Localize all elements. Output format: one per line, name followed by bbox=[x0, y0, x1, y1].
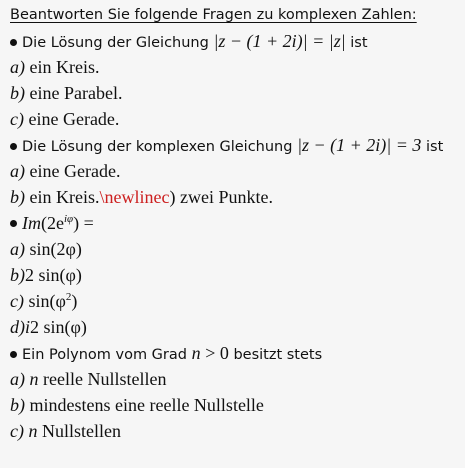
answer-label: d) bbox=[10, 317, 25, 337]
answer-text: eine Parabel. bbox=[29, 83, 123, 103]
question-1-suffix: ist bbox=[350, 35, 368, 51]
answer-exponent: 2 bbox=[65, 291, 72, 303]
question-4-answer-a bbox=[10, 366, 460, 392]
answer-text: Nullstellen bbox=[41, 421, 121, 441]
answer-label: b) bbox=[10, 395, 25, 415]
answer-text-tail: ) zwei Punkte. bbox=[169, 187, 273, 207]
question-4-relation: > 0 bbox=[205, 343, 229, 363]
question-1-answer-a bbox=[10, 54, 460, 80]
answer-text: ein Kreis. bbox=[29, 187, 100, 207]
answer-text: mindestens eine reelle Nullstelle bbox=[29, 395, 264, 415]
question-2-answer-b bbox=[10, 184, 460, 210]
question-3-answer-d bbox=[10, 314, 460, 340]
question-1-prompt bbox=[10, 28, 460, 54]
answer-label: b) bbox=[10, 265, 25, 285]
question-3-base: (2e bbox=[41, 213, 64, 233]
question-4-suffix: besitzt stets bbox=[233, 347, 323, 363]
question-1-answer-b bbox=[10, 80, 460, 106]
bullet-icon bbox=[10, 351, 17, 358]
question-3-im: Im bbox=[22, 213, 41, 233]
question-3-exponent: iφ bbox=[63, 213, 74, 225]
question-4-text: Ein Polynom vom Grad bbox=[22, 347, 187, 363]
answer-label: c) bbox=[10, 109, 24, 129]
answer-text: reelle Nullstellen bbox=[43, 369, 167, 389]
quiz-document bbox=[10, 2, 460, 444]
answer-label: a) bbox=[10, 161, 25, 181]
page-title: Beantworten Sie folgende Fragen zu komplexen Zahlen: bbox=[10, 7, 417, 23]
question-4-answer-b bbox=[10, 392, 460, 418]
answer-n: n bbox=[29, 369, 39, 389]
answer-math: sin(φ bbox=[28, 291, 66, 311]
question-2-text: Die Lösung der komplexen Gleichung bbox=[22, 139, 293, 155]
question-2-answer-a bbox=[10, 158, 460, 184]
answer-math: 2 sin(φ) bbox=[30, 317, 87, 337]
latex-error-text: \newlinec bbox=[99, 187, 170, 207]
answer-math-tail: ) bbox=[71, 291, 78, 311]
question-3-prompt bbox=[10, 210, 460, 236]
bullet-icon bbox=[10, 220, 17, 227]
answer-label: c) bbox=[10, 291, 24, 311]
question-1-answer-c bbox=[10, 106, 460, 132]
answer-text: eine Gerade. bbox=[29, 161, 121, 181]
answer-label: c) bbox=[10, 421, 24, 441]
bullet-icon bbox=[10, 143, 17, 150]
question-3-tail: ) = bbox=[73, 213, 94, 233]
bullet-icon bbox=[10, 39, 17, 46]
answer-label: b) bbox=[10, 83, 25, 103]
question-3-answer-c bbox=[10, 288, 460, 314]
question-1-equation: |z − (1 + 2i)| = |z| bbox=[213, 31, 346, 51]
question-3-answer-b bbox=[10, 262, 460, 288]
answer-label: a) bbox=[10, 239, 25, 259]
answer-text: eine Gerade. bbox=[28, 109, 120, 129]
answer-imag-unit: i bbox=[25, 317, 31, 337]
question-2-prompt bbox=[10, 132, 460, 158]
question-2-suffix: ist bbox=[426, 139, 444, 155]
answer-label: b) bbox=[10, 187, 25, 207]
answer-label: a) bbox=[10, 57, 25, 77]
question-4-n: n bbox=[191, 343, 201, 363]
answer-label: a) bbox=[10, 369, 25, 389]
answer-math: 2 sin(φ) bbox=[25, 265, 82, 285]
question-2-equation: |z − (1 + 2i)| = 3 bbox=[297, 135, 422, 155]
question-4-prompt bbox=[10, 340, 460, 366]
answer-math: sin(2φ) bbox=[29, 239, 82, 259]
answer-text: ein Kreis. bbox=[29, 57, 100, 77]
question-3-answer-a bbox=[10, 236, 460, 262]
answer-n: n bbox=[28, 421, 38, 441]
question-4-answer-c bbox=[10, 418, 460, 444]
question-1-text: Die Lösung der Gleichung bbox=[22, 35, 209, 51]
